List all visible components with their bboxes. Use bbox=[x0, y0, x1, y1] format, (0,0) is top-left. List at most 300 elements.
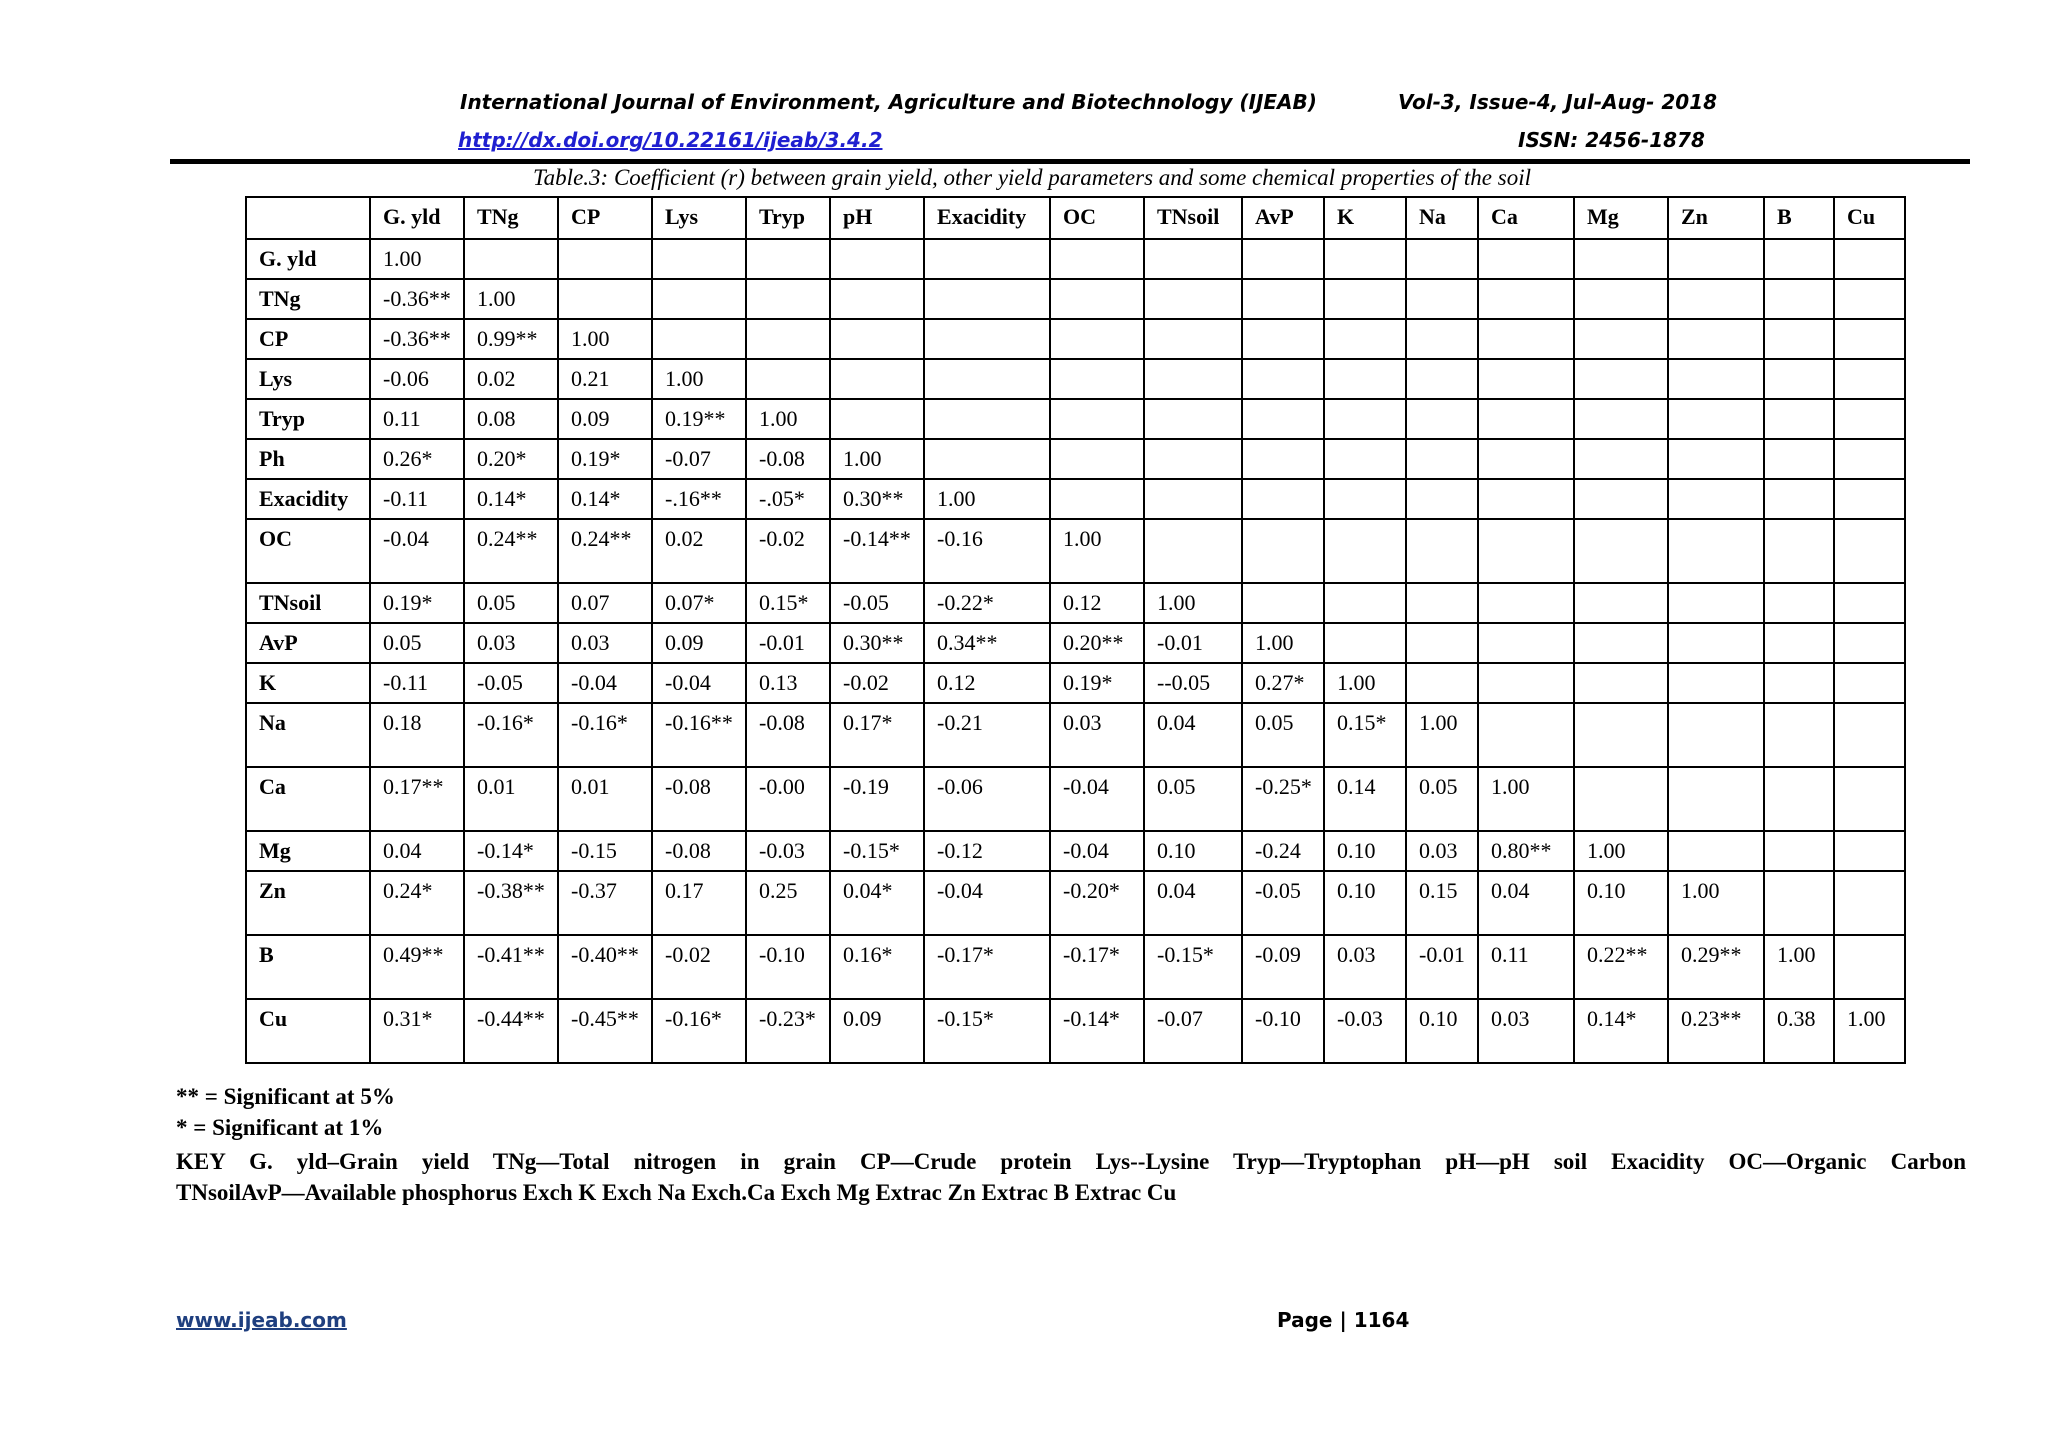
table-cell bbox=[1764, 623, 1834, 663]
table-cell bbox=[1324, 479, 1406, 519]
table-cell: -0.05 bbox=[464, 663, 558, 703]
doi-link[interactable]: http://dx.doi.org/10.22161/ijeab/3.4.2 bbox=[458, 128, 883, 152]
table-cell: 0.20* bbox=[464, 439, 558, 479]
row-header: OC bbox=[246, 519, 370, 583]
table-cell: 0.13 bbox=[746, 663, 830, 703]
table-cell bbox=[1834, 703, 1905, 767]
table-cell: -0.10 bbox=[1242, 999, 1324, 1063]
table-cell: 0.04 bbox=[1144, 703, 1242, 767]
table-cell: -0.15 bbox=[558, 831, 652, 871]
table-cell: 1.00 bbox=[1144, 583, 1242, 623]
table-cell bbox=[1668, 831, 1764, 871]
table-cell: -0.07 bbox=[652, 439, 746, 479]
table-cell: -0.16* bbox=[464, 703, 558, 767]
column-header: CP bbox=[558, 197, 652, 239]
table-cell bbox=[1324, 239, 1406, 279]
table-cell bbox=[1668, 359, 1764, 399]
table-row bbox=[246, 399, 1905, 439]
table-cell: 0.29** bbox=[1668, 935, 1764, 999]
table-cell bbox=[1764, 767, 1834, 831]
row-header: CP bbox=[246, 319, 370, 359]
table-cell: 1.00 bbox=[558, 319, 652, 359]
table-cell: -0.00 bbox=[746, 767, 830, 831]
table-cell: 0.17 bbox=[652, 871, 746, 935]
table-row bbox=[246, 239, 1905, 279]
table-cell bbox=[1764, 439, 1834, 479]
table-cell: 0.04 bbox=[1478, 871, 1574, 935]
table-cell bbox=[1764, 703, 1834, 767]
table-cell: 0.14* bbox=[464, 479, 558, 519]
column-header: OC bbox=[1050, 197, 1144, 239]
table-cell: 0.31* bbox=[370, 999, 464, 1063]
table-row bbox=[246, 279, 1905, 319]
table-cell: 0.24** bbox=[464, 519, 558, 583]
table-cell: -0.05 bbox=[1242, 871, 1324, 935]
table-row bbox=[246, 439, 1905, 479]
table-cell bbox=[1242, 583, 1324, 623]
table-cell bbox=[830, 279, 924, 319]
table-cell: 0.30** bbox=[830, 623, 924, 663]
row-header: K bbox=[246, 663, 370, 703]
table-cell: 0.01 bbox=[464, 767, 558, 831]
table-cell: -0.08 bbox=[746, 439, 830, 479]
table-cell bbox=[1478, 399, 1574, 439]
journal-title: International Journal of Environment, Agriculture and Biotechnology (IJEAB) bbox=[460, 90, 1317, 114]
column-header: pH bbox=[830, 197, 924, 239]
table-cell: -.05* bbox=[746, 479, 830, 519]
table-cell bbox=[1668, 439, 1764, 479]
table-cell: 0.22** bbox=[1574, 935, 1668, 999]
table-cell bbox=[1834, 623, 1905, 663]
table-cell: -0.44** bbox=[464, 999, 558, 1063]
table-cell: --0.05 bbox=[1144, 663, 1242, 703]
table-cell: 0.10 bbox=[1406, 999, 1478, 1063]
column-header: Zn bbox=[1668, 197, 1764, 239]
table-cell: -.16** bbox=[652, 479, 746, 519]
row-header: Lys bbox=[246, 359, 370, 399]
table-cell bbox=[1324, 399, 1406, 439]
table-cell: -0.03 bbox=[746, 831, 830, 871]
table-cell: 0.99** bbox=[464, 319, 558, 359]
table-cell bbox=[1834, 935, 1905, 999]
column-header: AvP bbox=[1242, 197, 1324, 239]
table-cell bbox=[1242, 399, 1324, 439]
table-cell bbox=[1478, 703, 1574, 767]
table-cell: 0.14* bbox=[558, 479, 652, 519]
table-cell: -0.23* bbox=[746, 999, 830, 1063]
table-cell bbox=[1406, 319, 1478, 359]
table-cell bbox=[830, 239, 924, 279]
table-cell bbox=[1834, 831, 1905, 871]
table-cell bbox=[1406, 663, 1478, 703]
table-cell bbox=[1144, 439, 1242, 479]
column-header: G. yld bbox=[370, 197, 464, 239]
table-cell bbox=[1324, 359, 1406, 399]
table-cell: -0.04 bbox=[1050, 831, 1144, 871]
table-row bbox=[246, 319, 1905, 359]
table-cell bbox=[464, 239, 558, 279]
table-cell: 0.04 bbox=[370, 831, 464, 871]
table-cell bbox=[1050, 319, 1144, 359]
table-cell: -0.15* bbox=[830, 831, 924, 871]
table-cell bbox=[652, 239, 746, 279]
table-cell: -0.19 bbox=[830, 767, 924, 831]
table-cell: -0.05 bbox=[830, 583, 924, 623]
table-cell bbox=[1764, 279, 1834, 319]
table-cell: 0.23** bbox=[1668, 999, 1764, 1063]
table-cell bbox=[652, 319, 746, 359]
table-cell: -0.16 bbox=[924, 519, 1050, 583]
table-cell: 0.03 bbox=[1478, 999, 1574, 1063]
table-cell: 0.02 bbox=[652, 519, 746, 583]
table-cell: 0.09 bbox=[652, 623, 746, 663]
table-cell bbox=[1574, 583, 1668, 623]
table-cell: 0.21 bbox=[558, 359, 652, 399]
table-cell: 0.04* bbox=[830, 871, 924, 935]
table-cell bbox=[1834, 479, 1905, 519]
table-cell bbox=[1406, 439, 1478, 479]
table-cell: -0.20* bbox=[1050, 871, 1144, 935]
table-row bbox=[246, 583, 1905, 623]
table-cell: 0.05 bbox=[1144, 767, 1242, 831]
table-cell: 1.00 bbox=[830, 439, 924, 479]
table-cell bbox=[924, 439, 1050, 479]
table-cell: 0.15* bbox=[746, 583, 830, 623]
table-cell: -0.06 bbox=[370, 359, 464, 399]
table-cell bbox=[924, 359, 1050, 399]
table-cell: 0.05 bbox=[464, 583, 558, 623]
table-cell: -0.38** bbox=[464, 871, 558, 935]
table-cell: 0.03 bbox=[1406, 831, 1478, 871]
table-cell bbox=[1764, 239, 1834, 279]
table-cell bbox=[1834, 359, 1905, 399]
correlation-table bbox=[245, 196, 1906, 1064]
table-row bbox=[246, 359, 1905, 399]
table-cell: -0.15* bbox=[1144, 935, 1242, 999]
table-cell: -0.36** bbox=[370, 279, 464, 319]
column-header: Na bbox=[1406, 197, 1478, 239]
table-cell bbox=[1242, 479, 1324, 519]
table-cell bbox=[1324, 623, 1406, 663]
table-cell: -0.14* bbox=[464, 831, 558, 871]
row-header: Mg bbox=[246, 831, 370, 871]
table-cell: 1.00 bbox=[1050, 519, 1144, 583]
table-cell bbox=[1574, 319, 1668, 359]
table-cell bbox=[1478, 519, 1574, 583]
table-cell bbox=[1324, 439, 1406, 479]
table-cell: 1.00 bbox=[1668, 871, 1764, 935]
table-cell bbox=[746, 239, 830, 279]
table-cell: -0.16** bbox=[652, 703, 746, 767]
table-cell: 1.00 bbox=[924, 479, 1050, 519]
table-cell bbox=[1574, 359, 1668, 399]
table-cell: 0.05 bbox=[370, 623, 464, 663]
significance-note-5pct: ** = Significant at 5% bbox=[176, 1084, 395, 1109]
table-caption: Table.3: Coefficient (r) between grain yield, other yield parameters and some chemical properties of the soil bbox=[533, 165, 1531, 190]
table-cell: 1.00 bbox=[370, 239, 464, 279]
table-cell bbox=[558, 239, 652, 279]
column-header: Ca bbox=[1478, 197, 1574, 239]
table-cell: -0.04 bbox=[924, 871, 1050, 935]
table-cell bbox=[924, 399, 1050, 439]
table-cell bbox=[1478, 583, 1574, 623]
table-cell bbox=[1406, 519, 1478, 583]
table-cell: -0.36** bbox=[370, 319, 464, 359]
table-cell: -0.01 bbox=[746, 623, 830, 663]
column-header: Exacidity bbox=[924, 197, 1050, 239]
page-number: Page | 1164 bbox=[1277, 1308, 1410, 1332]
table-cell bbox=[1574, 519, 1668, 583]
table-cell bbox=[1478, 359, 1574, 399]
table-cell: 0.17** bbox=[370, 767, 464, 831]
table-cell bbox=[1406, 279, 1478, 319]
table-cell: 0.10 bbox=[1324, 871, 1406, 935]
table-cell: 0.30** bbox=[830, 479, 924, 519]
table-cell bbox=[1574, 279, 1668, 319]
column-header bbox=[246, 197, 370, 239]
table-cell bbox=[558, 279, 652, 319]
table-cell: 1.00 bbox=[1242, 623, 1324, 663]
table-cell bbox=[1478, 663, 1574, 703]
table-cell bbox=[1144, 479, 1242, 519]
table-cell: 0.27* bbox=[1242, 663, 1324, 703]
table-cell bbox=[1406, 583, 1478, 623]
table-cell: -0.04 bbox=[370, 519, 464, 583]
table-cell: 0.03 bbox=[1050, 703, 1144, 767]
table-cell bbox=[1764, 663, 1834, 703]
table-cell: 0.19* bbox=[1050, 663, 1144, 703]
table-cell: 0.16* bbox=[830, 935, 924, 999]
table-cell: 1.00 bbox=[746, 399, 830, 439]
table-cell bbox=[1668, 767, 1764, 831]
table-cell bbox=[830, 399, 924, 439]
table-cell: 0.26* bbox=[370, 439, 464, 479]
table-cell bbox=[746, 279, 830, 319]
table-cell bbox=[1324, 519, 1406, 583]
table-cell: 0.80** bbox=[1478, 831, 1574, 871]
table-cell: -0.10 bbox=[746, 935, 830, 999]
journal-website-link[interactable]: www.ijeab.com bbox=[176, 1308, 347, 1332]
table-row bbox=[246, 871, 1905, 935]
table-row bbox=[246, 519, 1905, 583]
table-cell: -0.45** bbox=[558, 999, 652, 1063]
table-cell: 1.00 bbox=[1406, 703, 1478, 767]
row-header: Exacidity bbox=[246, 479, 370, 519]
row-header: Ca bbox=[246, 767, 370, 831]
table-cell bbox=[1668, 623, 1764, 663]
column-header: Mg bbox=[1574, 197, 1668, 239]
table-cell bbox=[1050, 239, 1144, 279]
table-cell bbox=[1834, 279, 1905, 319]
table-cell bbox=[1574, 623, 1668, 663]
table-cell: -0.16* bbox=[558, 703, 652, 767]
table-cell bbox=[1406, 239, 1478, 279]
table-cell: 0.04 bbox=[1144, 871, 1242, 935]
table-cell bbox=[1668, 399, 1764, 439]
table-cell: -0.37 bbox=[558, 871, 652, 935]
table-cell: 0.49** bbox=[370, 935, 464, 999]
table-cell: 0.10 bbox=[1574, 871, 1668, 935]
table-cell: 0.20** bbox=[1050, 623, 1144, 663]
table-cell bbox=[1764, 319, 1834, 359]
abbreviation-key-line-2: TNsoilAvP—Available phosphorus Exch K Exch Na Exch.Ca Exch Mg Extrac Zn Extrac B Extrac Cu bbox=[176, 1180, 1177, 1205]
significance-note-1pct: * = Significant at 1% bbox=[176, 1115, 384, 1140]
table-cell: 0.14* bbox=[1574, 999, 1668, 1063]
table-cell: 0.07 bbox=[558, 583, 652, 623]
table-cell bbox=[1834, 239, 1905, 279]
table-cell bbox=[1574, 663, 1668, 703]
table-cell bbox=[1406, 359, 1478, 399]
column-header: Lys bbox=[652, 197, 746, 239]
table-cell: 0.12 bbox=[1050, 583, 1144, 623]
table-cell: 0.02 bbox=[464, 359, 558, 399]
row-header: Tryp bbox=[246, 399, 370, 439]
table-cell: 1.00 bbox=[1834, 999, 1905, 1063]
table-cell bbox=[1668, 583, 1764, 623]
table-cell: 0.08 bbox=[464, 399, 558, 439]
table-cell: 0.15* bbox=[1324, 703, 1406, 767]
row-header: G. yld bbox=[246, 239, 370, 279]
table-cell: -0.22* bbox=[924, 583, 1050, 623]
table-cell bbox=[1324, 583, 1406, 623]
table-cell bbox=[1668, 663, 1764, 703]
table-cell: 1.00 bbox=[1478, 767, 1574, 831]
table-cell: 0.09 bbox=[830, 999, 924, 1063]
table-cell bbox=[1144, 399, 1242, 439]
table-cell bbox=[924, 239, 1050, 279]
column-header: TNg bbox=[464, 197, 558, 239]
table-cell: 0.25 bbox=[746, 871, 830, 935]
table-cell: -0.15* bbox=[924, 999, 1050, 1063]
table-cell bbox=[1668, 703, 1764, 767]
table-cell: -0.01 bbox=[1406, 935, 1478, 999]
table-row bbox=[246, 999, 1905, 1063]
table-cell: 0.12 bbox=[924, 663, 1050, 703]
table-cell: -0.08 bbox=[652, 767, 746, 831]
table-cell: 0.19* bbox=[370, 583, 464, 623]
table-cell bbox=[1574, 479, 1668, 519]
table-cell: -0.06 bbox=[924, 767, 1050, 831]
table-cell: -0.41** bbox=[464, 935, 558, 999]
table-cell: -0.01 bbox=[1144, 623, 1242, 663]
table-cell bbox=[1144, 519, 1242, 583]
table-row bbox=[246, 703, 1905, 767]
abbreviation-key-line-1: KEY G. yld–Grain yield TNg—Total nitrogen in grain CP—Crude protein Lys--Lysine Tryp—Tryptophan pH—pH soil Exacidity OC—Organic Carbon bbox=[176, 1149, 1966, 1174]
table-cell bbox=[1478, 439, 1574, 479]
table-cell bbox=[1242, 359, 1324, 399]
table-cell: -0.17* bbox=[924, 935, 1050, 999]
table-cell: 0.11 bbox=[370, 399, 464, 439]
row-header: Cu bbox=[246, 999, 370, 1063]
header-rule bbox=[170, 159, 1970, 164]
row-header: TNg bbox=[246, 279, 370, 319]
table-cell: 0.07* bbox=[652, 583, 746, 623]
table-cell bbox=[1050, 279, 1144, 319]
table-cell bbox=[1406, 479, 1478, 519]
table-cell bbox=[1242, 519, 1324, 583]
table-cell bbox=[1050, 399, 1144, 439]
table-header-row bbox=[246, 197, 1905, 239]
table-cell: -0.09 bbox=[1242, 935, 1324, 999]
table-cell bbox=[652, 279, 746, 319]
table-cell bbox=[924, 279, 1050, 319]
table-cell: -0.07 bbox=[1144, 999, 1242, 1063]
issn: ISSN: 2456-1878 bbox=[1518, 128, 1705, 152]
table-cell: 0.10 bbox=[1324, 831, 1406, 871]
table-cell: 1.00 bbox=[1324, 663, 1406, 703]
table-cell: -0.12 bbox=[924, 831, 1050, 871]
table-cell bbox=[1574, 703, 1668, 767]
table-row bbox=[246, 767, 1905, 831]
table-cell bbox=[1574, 239, 1668, 279]
table-cell: 1.00 bbox=[1574, 831, 1668, 871]
table-cell: -0.02 bbox=[746, 519, 830, 583]
table-cell bbox=[1144, 279, 1242, 319]
table-cell bbox=[1834, 767, 1905, 831]
table-cell: -0.25* bbox=[1242, 767, 1324, 831]
table-row bbox=[246, 479, 1905, 519]
table-cell: 0.19* bbox=[558, 439, 652, 479]
table-row bbox=[246, 935, 1905, 999]
table-cell bbox=[1574, 439, 1668, 479]
table-cell bbox=[1406, 623, 1478, 663]
column-header: Cu bbox=[1834, 197, 1905, 239]
table-cell bbox=[1668, 279, 1764, 319]
table-cell: -0.03 bbox=[1324, 999, 1406, 1063]
table-cell bbox=[1834, 871, 1905, 935]
table-cell: 0.03 bbox=[464, 623, 558, 663]
table-cell bbox=[1668, 479, 1764, 519]
table-cell bbox=[1478, 279, 1574, 319]
table-cell bbox=[830, 319, 924, 359]
table-cell: 0.01 bbox=[558, 767, 652, 831]
table-cell: -0.16* bbox=[652, 999, 746, 1063]
table-cell bbox=[1242, 319, 1324, 359]
row-header: AvP bbox=[246, 623, 370, 663]
table-cell: -0.02 bbox=[652, 935, 746, 999]
table-cell bbox=[1834, 399, 1905, 439]
table-cell bbox=[1242, 239, 1324, 279]
table-cell: -0.04 bbox=[652, 663, 746, 703]
table-cell: -0.14* bbox=[1050, 999, 1144, 1063]
table-cell: 0.17* bbox=[830, 703, 924, 767]
row-header: B bbox=[246, 935, 370, 999]
column-header: TNsoil bbox=[1144, 197, 1242, 239]
row-header: TNsoil bbox=[246, 583, 370, 623]
table-cell bbox=[1050, 359, 1144, 399]
table-cell bbox=[746, 359, 830, 399]
table-cell bbox=[1324, 319, 1406, 359]
table-cell: -0.11 bbox=[370, 663, 464, 703]
table-cell: 0.34** bbox=[924, 623, 1050, 663]
row-header: Na bbox=[246, 703, 370, 767]
table-cell bbox=[1764, 359, 1834, 399]
column-header: Tryp bbox=[746, 197, 830, 239]
table-cell: 0.05 bbox=[1406, 767, 1478, 831]
table-cell: -0.04 bbox=[1050, 767, 1144, 831]
table-cell: 0.24* bbox=[370, 871, 464, 935]
table-cell: 1.00 bbox=[1764, 935, 1834, 999]
table-cell bbox=[1144, 319, 1242, 359]
table-cell: 0.09 bbox=[558, 399, 652, 439]
table-cell bbox=[1144, 359, 1242, 399]
table-cell bbox=[1478, 239, 1574, 279]
table-cell bbox=[746, 319, 830, 359]
table-cell bbox=[1144, 239, 1242, 279]
table-cell: -0.02 bbox=[830, 663, 924, 703]
table-cell bbox=[1764, 831, 1834, 871]
table-cell: -0.24 bbox=[1242, 831, 1324, 871]
